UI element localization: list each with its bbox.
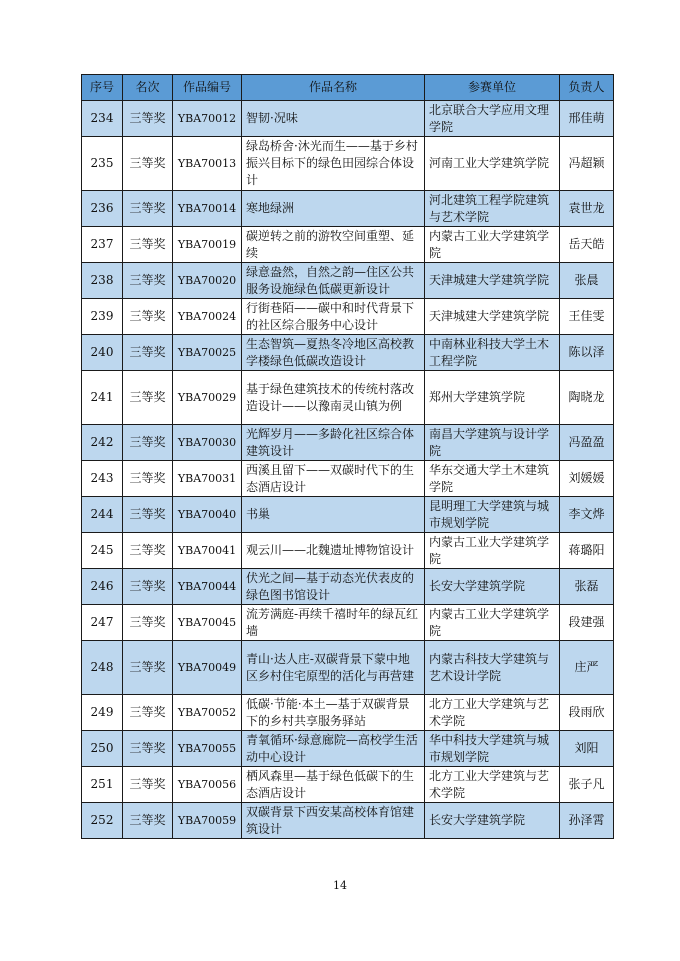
cell-lead: 段建强 [560,605,614,641]
cell-code: YBA70045 [173,605,242,641]
cell-unit: 长安大学建筑学院 [425,569,560,605]
cell-lead: 冯盈盈 [560,425,614,461]
header-rank: 名次 [123,75,173,101]
cell-rank: 三等奖 [123,299,173,335]
header-unit: 参赛单位 [425,75,560,101]
cell-unit: 天津城建大学建筑学院 [425,263,560,299]
cell-title: 青山·达人庄-双碳背景下蒙中地区乡村住宅原型的活化与再营建 [242,641,425,695]
cell-code: YBA70025 [173,335,242,371]
cell-lead: 张磊 [560,569,614,605]
cell-code: YBA70044 [173,569,242,605]
table-row [82,425,614,461]
cell-rank: 三等奖 [123,767,173,803]
cell-unit: 河南工业大学建筑学院 [425,137,560,191]
cell-unit: 华中科技大学建筑与城市规划学院 [425,731,560,767]
cell-code: YBA70056 [173,767,242,803]
cell-lead: 邢佳萌 [560,101,614,137]
cell-no: 245 [82,533,123,569]
page-number: 14 [333,879,347,892]
cell-code: YBA70041 [173,533,242,569]
header-no: 序号 [82,75,123,101]
cell-title: 寒地绿洲 [242,191,425,227]
cell-unit: 长安大学建筑学院 [425,803,560,839]
table-body [82,101,614,839]
table-row [82,137,614,191]
cell-title: 绿岛桥舍·沐光而生——基于乡村振兴目标下的绿色田园综合体设计 [242,137,425,191]
cell-unit: 中南林业科技大学土木工程学院 [425,335,560,371]
cell-no: 247 [82,605,123,641]
cell-unit: 华东交通大学土木建筑学院 [425,461,560,497]
cell-code: YBA70012 [173,101,242,137]
cell-lead: 蒋璐阳 [560,533,614,569]
cell-no: 246 [82,569,123,605]
cell-title: 生态智筑—夏热冬冷地区高校教学楼绿色低碳改造设计 [242,335,425,371]
cell-title: 低碳·节能·本土—基于双碳背景下的乡村共享服务驿站 [242,695,425,731]
cell-title: 伏光之间—基于动态光伏表皮的绿色图书馆设计 [242,569,425,605]
cell-unit: 内蒙古工业大学建筑学院 [425,227,560,263]
cell-no: 250 [82,731,123,767]
cell-title: 碳逆转之前的游牧空间重塑、延续 [242,227,425,263]
cell-title: 书巢 [242,497,425,533]
cell-rank: 三等奖 [123,191,173,227]
cell-lead: 陶晓龙 [560,371,614,425]
cell-rank: 三等奖 [123,695,173,731]
cell-code: YBA70030 [173,425,242,461]
table-row [82,227,614,263]
cell-code: YBA70055 [173,731,242,767]
table-row [82,569,614,605]
cell-lead: 刘阳 [560,731,614,767]
table-row [82,803,614,839]
cell-rank: 三等奖 [123,101,173,137]
cell-lead: 冯超颖 [560,137,614,191]
cell-unit: 郑州大学建筑学院 [425,371,560,425]
cell-title: 流芳满庭-再续千禧时年的绿瓦红墙 [242,605,425,641]
cell-rank: 三等奖 [123,335,173,371]
table-row [82,497,614,533]
cell-code: YBA70052 [173,695,242,731]
cell-no: 252 [82,803,123,839]
cell-lead: 庄严 [560,641,614,695]
cell-no: 238 [82,263,123,299]
cell-lead: 段雨欣 [560,695,614,731]
cell-unit: 南昌大学建筑与设计学院 [425,425,560,461]
cell-no: 244 [82,497,123,533]
cell-no: 241 [82,371,123,425]
table-row [82,299,614,335]
cell-unit: 内蒙古工业大学建筑学院 [425,605,560,641]
cell-title: 行街巷陌——碳中和时代背景下的社区综合服务中心设计 [242,299,425,335]
cell-unit: 昆明理工大学建筑与城市规划学院 [425,497,560,533]
cell-lead: 李文烨 [560,497,614,533]
cell-title: 双碳背景下西安某高校体育馆建筑设计 [242,803,425,839]
table-row [82,731,614,767]
cell-no: 251 [82,767,123,803]
cell-lead: 袁世龙 [560,191,614,227]
cell-code: YBA70014 [173,191,242,227]
table-row [82,371,614,425]
table-row [82,263,614,299]
cell-rank: 三等奖 [123,461,173,497]
cell-rank: 三等奖 [123,731,173,767]
cell-unit: 北京联合大学应用文理学院 [425,101,560,137]
cell-unit: 内蒙古科技大学建筑与艺术设计学院 [425,641,560,695]
cell-title: 光辉岁月——多龄化社区综合体建筑设计 [242,425,425,461]
cell-title: 栖风森里—基于绿色低碳下的生态酒店设计 [242,767,425,803]
cell-no: 243 [82,461,123,497]
cell-lead: 张晨 [560,263,614,299]
header-title: 作品名称 [242,75,425,101]
cell-title: 绿意盎然，自然之韵—住区公共服务设施绿色低碳更新设计 [242,263,425,299]
cell-rank: 三等奖 [123,263,173,299]
cell-no: 248 [82,641,123,695]
cell-unit: 天津城建大学建筑学院 [425,299,560,335]
table-row [82,461,614,497]
cell-code: YBA70040 [173,497,242,533]
cell-lead: 岳天皓 [560,227,614,263]
cell-unit: 河北建筑工程学院建筑与艺术学院 [425,191,560,227]
cell-lead: 孙泽霄 [560,803,614,839]
table-row [82,335,614,371]
cell-code: YBA70059 [173,803,242,839]
cell-rank: 三等奖 [123,371,173,425]
cell-code: YBA70029 [173,371,242,425]
cell-title: 智韧·况味 [242,101,425,137]
cell-lead: 陈以泽 [560,335,614,371]
cell-title: 基于绿色建筑技术的传统村落改造设计——以豫南灵山镇为例 [242,371,425,425]
cell-rank: 三等奖 [123,497,173,533]
cell-lead: 王佳雯 [560,299,614,335]
cell-rank: 三等奖 [123,641,173,695]
cell-code: YBA70013 [173,137,242,191]
cell-rank: 三等奖 [123,569,173,605]
cell-rank: 三等奖 [123,605,173,641]
cell-lead: 张子凡 [560,767,614,803]
cell-rank: 三等奖 [123,803,173,839]
cell-title: 西溪且留下——双碳时代下的生态酒店设计 [242,461,425,497]
cell-no: 237 [82,227,123,263]
cell-no: 240 [82,335,123,371]
cell-unit: 北方工业大学建筑与艺术学院 [425,767,560,803]
cell-no: 239 [82,299,123,335]
header-lead: 负责人 [560,75,614,101]
cell-code: YBA70020 [173,263,242,299]
cell-title: 青氧循环·绿意廊院—高校学生活动中心设计 [242,731,425,767]
table-header-row [82,75,614,101]
cell-no: 242 [82,425,123,461]
cell-no: 249 [82,695,123,731]
cell-rank: 三等奖 [123,533,173,569]
cell-code: YBA70049 [173,641,242,695]
cell-no: 235 [82,137,123,191]
cell-rank: 三等奖 [123,227,173,263]
awards-table [81,74,614,839]
cell-title: 观云川——北魏遗址博物馆设计 [242,533,425,569]
table-row [82,101,614,137]
header-code: 作品编号 [173,75,242,101]
cell-unit: 内蒙古工业大学建筑学院 [425,533,560,569]
table-row [82,191,614,227]
table-row [82,695,614,731]
cell-code: YBA70019 [173,227,242,263]
cell-code: YBA70031 [173,461,242,497]
cell-rank: 三等奖 [123,425,173,461]
cell-code: YBA70024 [173,299,242,335]
table-row [82,767,614,803]
cell-lead: 刘媛媛 [560,461,614,497]
table-row [82,641,614,695]
cell-no: 236 [82,191,123,227]
cell-rank: 三等奖 [123,137,173,191]
cell-unit: 北方工业大学建筑与艺术学院 [425,695,560,731]
table-row [82,533,614,569]
table-row [82,605,614,641]
cell-no: 234 [82,101,123,137]
